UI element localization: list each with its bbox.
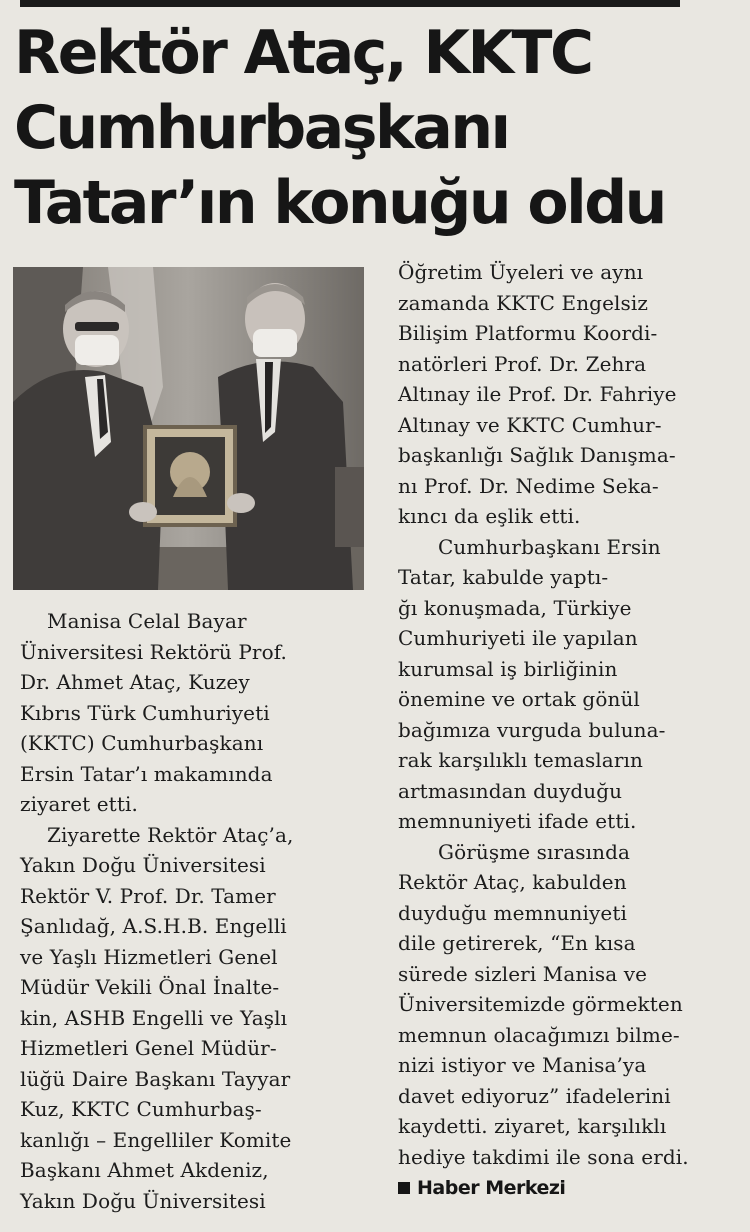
paragraph-line: kurumsal iş birliğinin (398, 656, 618, 681)
paragraph-line: Şanlıdağ, A.S.H.B. Engelli (20, 914, 287, 938)
paragraph-line: Rektör V. Prof. Dr. Tamer (20, 883, 276, 908)
paragraph-line: Tatar, kabulde yaptı- (398, 565, 609, 589)
paragraph-line: sürede sizleri Manisa ve (398, 961, 648, 986)
paragraph-line: duyduğu memnuniyeti (398, 900, 627, 925)
paragraph-line: zamanda KKTC Engelsiz (398, 290, 649, 315)
paragraph-line: hediye takdimi ile sona erdi. (398, 1144, 689, 1169)
paragraph-line: memnuniyeti ifade etti. (398, 809, 637, 833)
headline-line: Rektör Ataç, KKTC (14, 18, 592, 88)
paragraph-line: Manisa Celal Bayar (47, 609, 247, 633)
article-body-right-column (398, 257, 748, 1201)
paragraph-line: natörleri Prof. Dr. Zehra (398, 351, 647, 376)
paragraph-line: Kıbrıs Türk Cumhuriyeti (20, 700, 270, 725)
paragraph-line: Hizmetleri Genel Müdür- (20, 1036, 277, 1060)
paragraph-line: lüğü Daire Başkanı Tayyar (20, 1066, 291, 1091)
paragraph-line: kin, ASHB Engelli ve Yaşlı (20, 1005, 288, 1030)
paragraph-line: Müdür Vekili Önal İnalte- (20, 975, 280, 999)
paragraph-line: Kuz, KKTC Cumhurbaş- (20, 1097, 262, 1121)
paragraph-line: rak karşılıklı temasların (398, 748, 643, 772)
byline-text: Haber Merkezi (417, 1177, 566, 1199)
paragraph-line: önemine ve ortak gönül (398, 687, 640, 711)
paragraph-line: Ersin Tatar’ı makamında (20, 761, 273, 786)
paragraph-line: Öğretim Üyeleri ve aynı (398, 260, 644, 284)
headline-line: Tatar’ın konuğu oldu (14, 168, 665, 238)
paragraph-line: Bilişim Platformu Koordi- (398, 321, 658, 345)
paragraph-line: Görüşme sırasında (438, 839, 630, 864)
paragraph-line: bağımıza vurguda buluna- (398, 717, 666, 742)
paragraph-line: Yakın Doğu Üniversitesi (20, 1188, 266, 1213)
paragraph-line: Cumhuriyeti ile yapılan (398, 626, 638, 650)
paragraph-line: kıncı da eşlik etti. (398, 504, 581, 528)
paragraph-line: başkanlığı Sağlık Danışma- (398, 443, 676, 467)
paragraph-line: Üniversitemizde görmekten (398, 992, 683, 1016)
paragraph-line: davet ediyoruz” ifadelerini (398, 1083, 671, 1108)
article-body-left-column (20, 606, 360, 1216)
paragraph-line: Üniversitesi Rektörü Prof. (20, 639, 287, 664)
top-rule (20, 0, 680, 7)
paragraph-line: kaydetti. ziyaret, karşılıklı (398, 1114, 667, 1138)
paragraph-line: Cumhurbaşkanı Ersin (438, 534, 661, 559)
paragraph-line: Yakın Doğu Üniversitesi (20, 853, 266, 877)
headline-line: Cumhurbaşkanı (14, 93, 509, 163)
paragraph-line: Ziyarette Rektör Ataç’a, (47, 822, 294, 847)
paragraph-line: Altınay ve KKTC Cumhur- (398, 412, 662, 437)
paragraph-line: nizi istiyor ve Manisa’ya (398, 1053, 647, 1077)
paragraph-line: ğı konuşmada, Türkiye (398, 595, 632, 620)
photo-plaque-presentation-icon (13, 267, 364, 590)
paragraph-line: Başkanı Ahmet Akdeniz, (20, 1158, 269, 1182)
article-headline (14, 16, 749, 241)
paragraph-line: kanlığı – Engelliler Komite (20, 1127, 292, 1152)
byline (398, 1175, 748, 1201)
paragraph-line: dile getirerek, “En kısa (398, 931, 636, 955)
paragraph-line: memnun olacağımızı bilme- (398, 1022, 680, 1047)
paragraph-line: Rektör Ataç, kabulden (398, 870, 627, 894)
paragraph-line: ve Yaşlı Hizmetleri Genel (20, 944, 278, 969)
paragraph-line: Altınay ile Prof. Dr. Fahriye (398, 382, 677, 406)
square-bullet-icon (398, 1182, 410, 1194)
paragraph-line: nı Prof. Dr. Nedime Seka- (398, 473, 659, 498)
paragraph-line: Dr. Ahmet Ataç, Kuzey (20, 670, 250, 694)
paragraph-line: ziyaret etti. (20, 792, 138, 816)
paragraph-line: (KKTC) Cumhurbaşkanı (20, 731, 264, 755)
paragraph-line: artmasından duyduğu (398, 778, 623, 803)
article-photo (13, 267, 364, 590)
